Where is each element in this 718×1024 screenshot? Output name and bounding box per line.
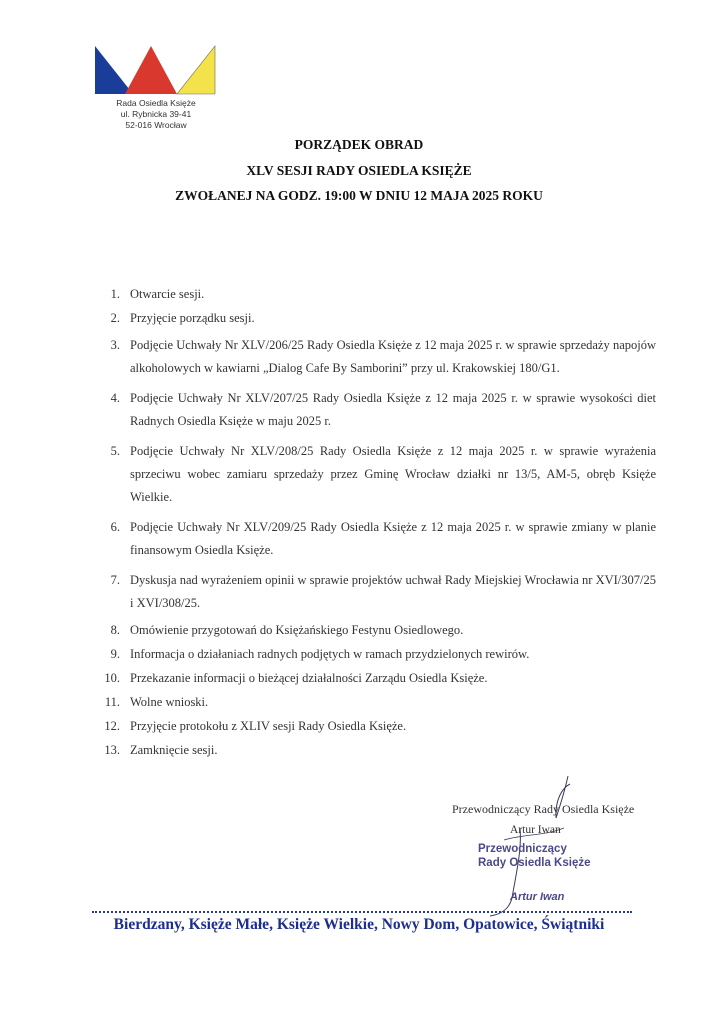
agenda-item-text: Zamknięcie sesji. (130, 743, 218, 757)
agenda-item-text: Przyjęcie porządku sesji. (130, 311, 255, 325)
agenda-item-number: 5. (110, 444, 120, 458)
agenda-item-text: Podjęcie Uchwały Nr XLV/206/25 Rady Osiedla Księże z 12 maja 2025 r. w sprawie sprzedaży napojów alkoholowych w kawiarni „Dialog Cafe By Samborini” przy ul. Krakowskiej 180/G1. (130, 338, 656, 375)
agenda-item-number: 2. (110, 311, 120, 325)
agenda-item (96, 742, 656, 759)
agenda-item-text: Podjęcie Uchwały Nr XLV/209/25 Rady Osiedla Księże z 12 maja 2025 r. w sprawie zmiany w planie finansowym Osiedla Księże. (130, 520, 656, 557)
stamp-line-2: Rady Osiedla Księże (478, 857, 591, 869)
agenda-item-text: Podjęcie Uchwały Nr XLV/208/25 Rady Osiedla Księże z 12 maja 2025 r. w sprawie wyrażenia sprzeciwu wobec zamiaru sprzedaży przez Gminę Wrocław działki nr 13/5, AM-5, obręb Księże Wielkie. (130, 444, 656, 504)
agenda-item-number: 4. (110, 391, 120, 405)
agenda-item (96, 694, 656, 711)
signature-name: Artur Iwan (510, 824, 561, 836)
agenda-item (96, 569, 656, 615)
agenda-item (96, 622, 656, 639)
address-line: 52-016 Wrocław (125, 120, 187, 130)
agenda-item-number: 9. (110, 647, 120, 661)
agenda-item-text: Wolne wnioski. (130, 695, 209, 709)
agenda-item (96, 516, 656, 562)
agenda-item-text: Podjęcie Uchwały Nr XLV/207/25 Rady Osiedla Księże z 12 maja 2025 r. w sprawie wysokości diet Radnych Osiedla Księże w maju 2025 r. (130, 391, 656, 428)
agenda-item (96, 310, 656, 327)
agenda-item-number: 6. (110, 520, 120, 534)
agenda-item-text: Otwarcie sesji. (130, 287, 205, 301)
agenda-item-number: 12. (104, 719, 120, 733)
address-line: ul. Rybnicka 39-41 (120, 109, 192, 119)
stamp-line-3: Artur Iwan (510, 891, 565, 903)
agenda-item-number: 8. (110, 623, 120, 637)
heading-line-3: ZWOŁANEJ NA GODZ. 19:00 W DNIU 12 MAJA 2025 ROKU (175, 188, 543, 203)
council-logo-icon (93, 44, 217, 96)
agenda-item-text: Omówienie przygotowań do Księżańskiego Festynu Osiedlowego. (130, 623, 464, 637)
agenda-item (96, 440, 656, 509)
signature-title: Przewodniczący Rady Osiedla Księże (452, 802, 635, 816)
agenda-item (96, 334, 656, 380)
official-stamp (478, 842, 608, 904)
agenda-item (96, 387, 656, 433)
agenda-item-number: 10. (104, 671, 120, 685)
document-heading (0, 136, 718, 213)
address-line: Rada Osiedla Księże (116, 98, 196, 108)
agenda-item-number: 7. (110, 573, 120, 587)
heading-line-2: XLV SESJI RADY OSIEDLA KSIĘŻE (246, 162, 472, 178)
agenda-item-text: Dyskusja nad wyrażeniem opinii w sprawie projektów uchwał Rady Miejskiej Wrocławia nr XVI/307/25 i XVI/308/25. (130, 573, 656, 610)
council-address (108, 98, 204, 131)
agenda-item-number: 1. (110, 287, 120, 301)
agenda-item (96, 718, 656, 735)
stamp-line-1: Przewodniczący (478, 843, 567, 855)
agenda-item-text: Przekazanie informacji o bieżącej działalności Zarządu Osiedla Księże. (130, 671, 488, 685)
footer-divider (92, 911, 632, 913)
agenda-item-number: 13. (104, 743, 120, 757)
agenda-item (96, 286, 656, 303)
footer-districts: Bierdzany, Księże Małe, Księże Wielkie, Nowy Dom, Opatowice, Świątniki (113, 916, 605, 933)
agenda-item (96, 646, 656, 663)
agenda-item-number: 11. (104, 695, 120, 709)
agenda-item (96, 670, 656, 687)
agenda-item-text: Przyjęcie protokołu z XLIV sesji Rady Osiedla Księże. (130, 719, 407, 733)
agenda-list (96, 286, 656, 766)
agenda-item-number: 3. (110, 338, 120, 352)
agenda-item-text: Informacja o działaniach radnych podjętych w ramach przydzielonych rewirów. (130, 647, 530, 661)
heading-line-1: PORZĄDEK OBRAD (294, 137, 424, 152)
